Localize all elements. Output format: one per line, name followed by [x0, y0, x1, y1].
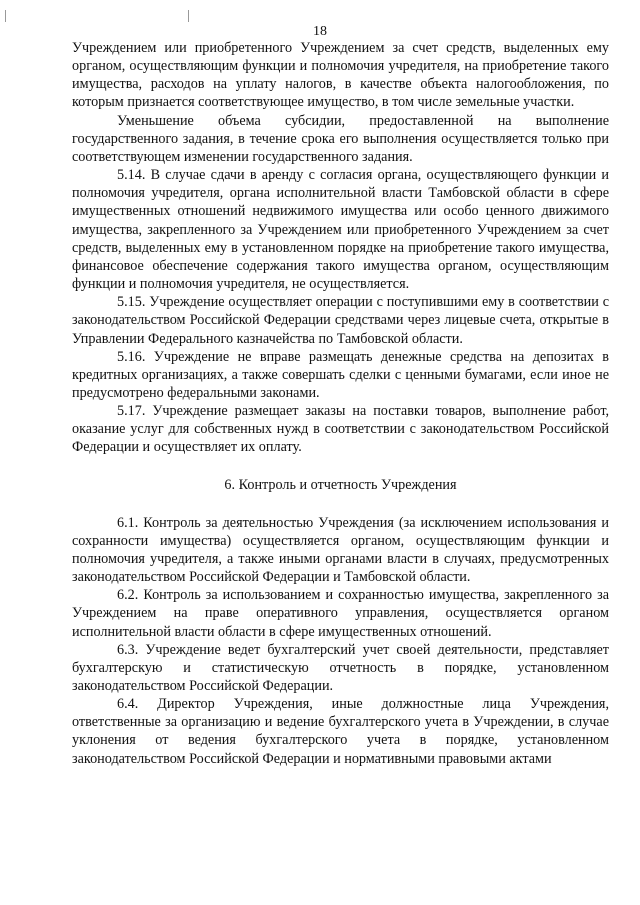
- paragraph-5-14: 5.14. В случае сдачи в аренду с согласия органа, осуществляющего функции и полномочия учредителя, органа исполнительной власти Тамбовской области в сфере имущественных отношений недвижимого имущества или особо ценного движимого имущества, закрепленного за Учреждением или приобретенного Учреждением за счет средств, выделенных ему в установленном порядке на приобретение такого имущества, финансовое обеспечение содержания такого имущества органом, осуществляющим функции и полномочия учредителя, не осуществляется.: [72, 167, 609, 293]
- paragraph-6-1: 6.1. Контроль за деятельностью Учреждения (за исключением использования и сохранности имущества) осуществляется органом, осуществляющим функции и полномочия учредителя, а также иными органами власти в случаях, предусмотренных законодательством Российской Федерации и Тамбовской области.: [72, 514, 609, 586]
- scan-mark-right: [188, 10, 189, 22]
- document-body: [72, 39, 609, 768]
- paragraph-5-16: 5.16. Учреждение не вправе размещать денежные средства на депозитах в кредитных организациях, а также совершать сделки с ценными бумагами, если иное не предусмотрено федеральными законами.: [72, 348, 609, 401]
- scan-mark-left: [5, 10, 6, 22]
- paragraph-6-3: 6.3. Учреждение ведет бухгалтерский учет своей деятельности, представляет бухгалтерскую и статистическую отчетность в порядке, установленном законодательством Российской Федерации.: [72, 641, 609, 694]
- paragraph: Уменьшение объема субсидии, предоставленной на выполнение государственного задания, в течение срока его выполнения осуществляется только при соответствующем изменении государственного задания.: [72, 112, 609, 165]
- paragraph-6-4: 6.4. Директор Учреждения, иные должностные лица Учреждения, ответственные за организацию и ведение бухгалтерского учета в Учреждении, в случае уклонения от ведения бухгалтерского учета в порядке, установленном законодательством Российской Федерации и нормативными правовыми актами: [72, 696, 609, 767]
- page-number: 18: [313, 24, 327, 39]
- paragraph-6-2: 6.2. Контроль за использованием и сохранностью имущества, закрепленного за Учреждением на праве оперативного управления, осуществляется органом исполнительной власти области в сфере имущественных отношений.: [72, 587, 609, 640]
- paragraph: Учреждением или приобретенного Учреждением за счет средств, выделенных ему органом, осуществляющим функции и полномочия учредителя, на приобретение такого имущества, расходов на уплату налогов, в качестве объекта налогообложения, по которым признается соответствующее имущество, в том числе земельные участки.: [72, 40, 609, 111]
- paragraph-5-15: 5.15. Учреждение осуществляет операции с поступившими ему в соответствии с законодательством Российской Федерации средствами через лицевые счета, открытые в Управлении Федерального казначейства по Тамбовской области.: [72, 294, 609, 347]
- section-heading: 6. Контроль и отчетность Учреждения: [224, 476, 457, 493]
- paragraph-5-17: 5.17. Учреждение размещает заказы на поставки товаров, выполнение работ, оказание услуг для собственных нужд в соответствии с законодательством Российской Федерации и осуществляет их оплату.: [72, 403, 609, 456]
